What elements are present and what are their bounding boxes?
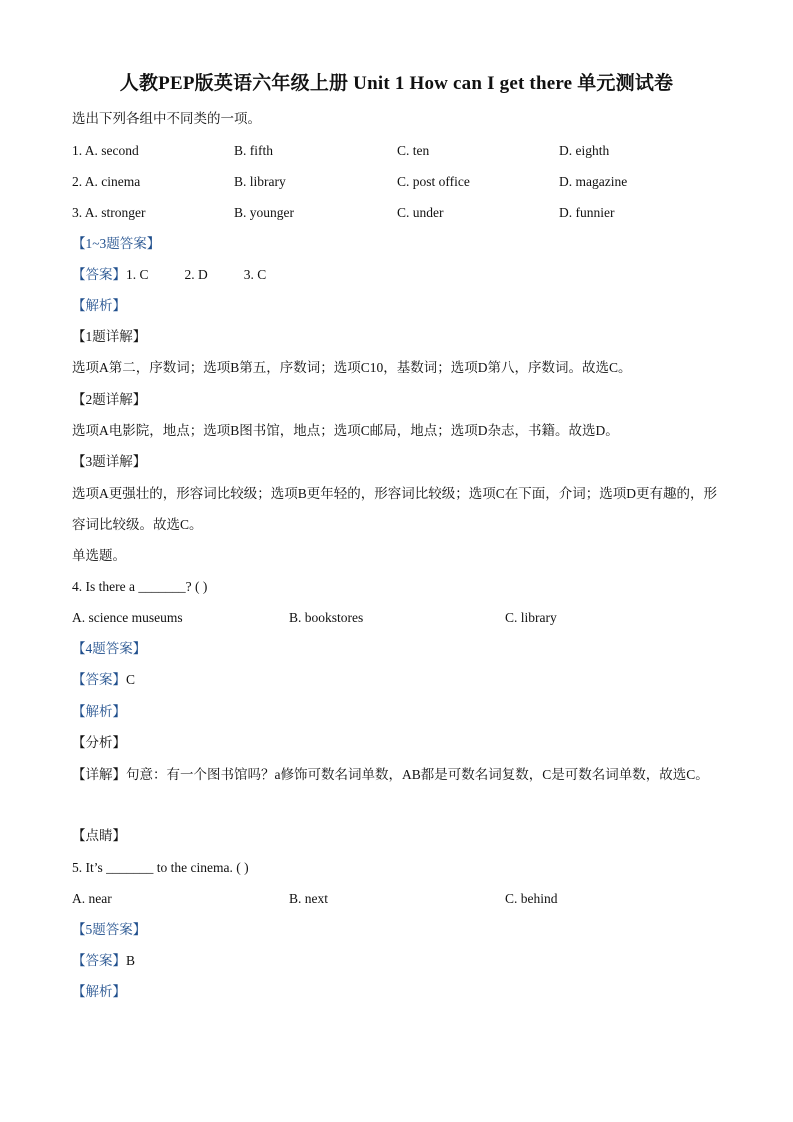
detail-text-1: 选项A第二，序数词；选项B第五，序数词；选项C10，基数词；选项D第八，序数词。故选C。 [72,360,632,375]
answer-4: C [126,672,136,687]
section1-instruction: 选出下列各组中不同类的一项。 [72,111,261,126]
q3-option-b: B. younger [234,205,294,220]
q2-option-d: D. magazine [559,174,628,189]
section2-heading: 单选题。 [72,548,126,563]
q3-option-c: C. under [397,205,444,220]
answer-1: 1. C [126,267,149,282]
q2-option-c: C. post office [397,174,470,189]
answer-2: 2. D [184,267,208,282]
q1-option-b: B. fifth [234,143,273,158]
answer-line-1-3 [72,266,266,284]
detail-label-2: 【2题详解】 [72,392,147,407]
q2-option-b: B. library [234,174,286,189]
answer-header-1-3: 【1~3题答案】 [72,236,161,251]
answer-label: 【答案】 [72,672,126,687]
q5-option-b: B. next [289,891,328,906]
q4-option-a: A. science museums [72,610,183,625]
q5-option-c: C. behind [505,891,558,906]
answer-line-4 [72,671,135,689]
q1-option-a: 1. A. second [72,143,139,158]
q5-stem: 5. It’s _______ to the cinema. ( ) [72,860,249,875]
detail-label-1: 【1题详解】 [72,329,147,344]
answer-line-5 [72,952,135,970]
q1-option-d: D. eighth [559,143,610,158]
page-title: 人教PEP版英语六年级上册 Unit 1 How can I get there 单元测试卷 [119,73,674,94]
analysis-label-4: 【解析】 [72,704,126,719]
answer-header-4: 【4题答案】 [72,641,147,656]
detail-4 [72,759,722,790]
detail-text-4: 句意：有一个图书馆吗？a修饰可数名词单数，AB都是可数名词复数，C是可数名词单数，故选C。 [126,767,709,782]
dianjing-label-4: 【点睛】 [72,828,126,843]
answer-label: 【答案】 [72,953,126,968]
q4-option-c: C. library [505,610,557,625]
detail-label-3: 【3题详解】 [72,454,147,469]
q2-option-a: 2. A. cinema [72,174,141,189]
analysis-label-1-3: 【解析】 [72,298,126,313]
answer-header-5: 【5题答案】 [72,922,147,937]
q1-option-c: C. ten [397,143,430,158]
q3-option-d: D. funnier [559,205,615,220]
analysis-label-5: 【解析】 [72,984,126,999]
q4-option-b: B. bookstores [289,610,364,625]
detail-text-3: 选项A更强壮的，形容词比较级；选项B更年轻的，形容词比较级；选项C在下面，介词；选项D更有趣的，形容词比较级。故选C。 [72,486,718,532]
q3-option-a: 3. A. stronger [72,205,146,220]
answer-3: 3. C [243,267,267,282]
q5-option-a: A. near [72,891,112,906]
fenxi-label-4: 【分析】 [72,735,126,750]
detail-text-2: 选项A电影院，地点；选项B图书馆，地点；选项C邮局，地点；选项D杂志，书籍。故选D。 [72,423,619,438]
answer-5: B [126,953,136,968]
answer-label: 【答案】 [72,267,126,282]
detail-label-4: 【详解】 [72,767,126,782]
q4-stem: 4. Is there a _______? ( ) [72,579,208,594]
